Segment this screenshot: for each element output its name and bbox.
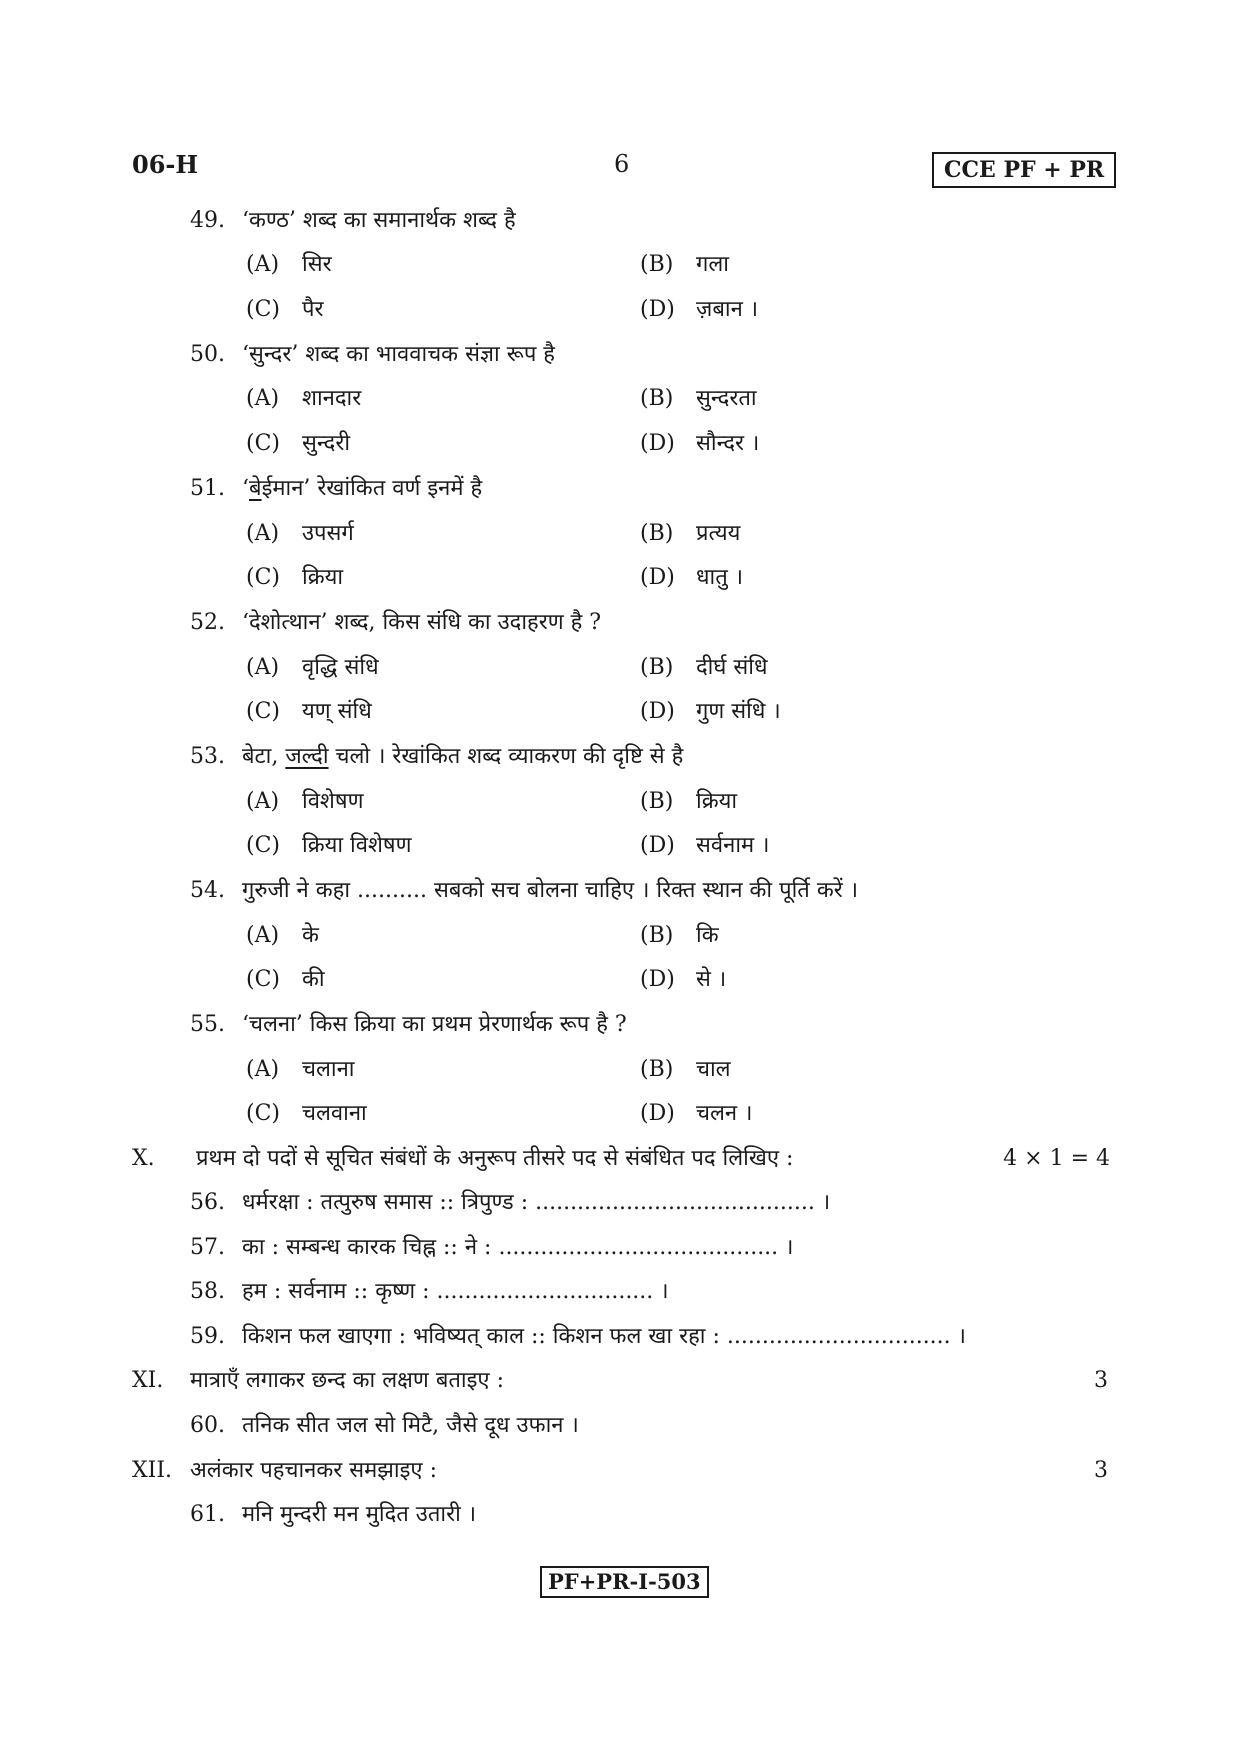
question-number: 49. [190,208,225,233]
section-xii-marks: 3 [1094,1458,1108,1483]
option-text: पैर [302,297,324,322]
option-label: (D) [640,297,675,322]
option-text: सौन्दर । [696,431,760,456]
option-text: के [302,923,319,948]
underlined-syllable: बे [249,476,262,501]
option-label: (D) [640,967,675,992]
option-text: सुन्दरता [696,386,757,411]
option-text: शानदार [302,386,362,411]
question-text: ‘देशोत्थान’ शब्द, किस संधि का उदाहरण है ? [242,610,602,635]
question-number: 53. [190,744,225,769]
option-text: क्रिया [302,565,344,590]
page-number: 6 [614,150,630,178]
option-a [246,653,379,683]
exam-code-box: CCE PF + PR [932,152,1116,188]
question-text: ‘कण्ठ’ शब्द का समानार्थक शब्द है [242,208,516,233]
question-60 [190,1411,579,1441]
question-text: तनिक सीत जल सो मिटै, जैसे दूध उफान । [242,1413,579,1438]
option-label: (B) [640,252,674,277]
option-label: (C) [246,1101,280,1126]
option-text: धातु । [696,565,744,590]
option-c [246,965,325,995]
question-56 [190,1188,830,1218]
question-57 [190,1233,794,1263]
option-text: चलवाना [302,1101,367,1126]
option-text: चाल [696,1057,731,1082]
footer-code-box: PF+PR-I-503 [540,1566,709,1598]
option-label: (A) [246,521,280,546]
option-label: (A) [246,1057,280,1082]
question-number: 56. [190,1190,225,1215]
paper-code: 06-H [132,150,199,179]
option-d [640,965,726,995]
option-text: क्रिया विशेषण [302,833,412,858]
option-label: (C) [246,699,280,724]
question-text-before: बेटा, [242,744,286,769]
option-text: गुण संधि । [696,699,781,724]
option-b [640,519,740,549]
option-d [640,429,759,459]
option-c [246,831,412,861]
section-xi-marks: 3 [1094,1368,1108,1393]
option-a [246,384,361,414]
option-label: (B) [640,1057,674,1082]
option-label: (A) [246,789,280,814]
option-text: सर्वनाम । [696,833,770,858]
option-label: (A) [246,252,280,277]
question-number: 58. [190,1279,225,1304]
question-number: 57. [190,1235,225,1260]
option-text: ज़बान । [696,297,759,322]
option-c [246,429,350,459]
option-label: (C) [246,565,280,590]
option-text: विशेषण [302,789,364,814]
option-label: (C) [246,833,280,858]
question-59 [190,1322,966,1352]
option-label: (D) [640,699,675,724]
option-text: चलाना [302,1057,355,1082]
question-58 [190,1277,669,1307]
option-label: (D) [640,1101,675,1126]
option-label: (C) [246,297,280,322]
option-label: (A) [246,386,280,411]
section-x-number: X. [132,1146,155,1171]
option-text: वृद्धि संधि [302,655,379,680]
question-text: का : सम्बन्ध कारक चिह्न :: ने : ........................................ । [242,1235,794,1260]
question-52 [190,608,601,638]
option-d [640,563,743,593]
section-xii-instruction: अलंकार पहचानकर समझाइए : [190,1458,437,1483]
question-61 [190,1500,476,1530]
option-label: (D) [640,431,675,456]
option-text: क्रिया [696,789,738,814]
section-xii-number: XII. [132,1458,173,1483]
option-text: की [302,967,325,992]
question-text-after: चलो । रेखांकित शब्द व्याकरण की दृष्टि से है [328,744,684,769]
question-text: ‘सुन्दर’ शब्द का भाववाचक संज्ञा रूप है [242,342,555,367]
option-c [246,563,343,593]
option-label: (B) [640,923,674,948]
option-label: (C) [246,967,280,992]
option-text: सिर [302,252,332,277]
question-53 [190,742,683,772]
option-d [640,831,770,861]
option-label: (A) [246,655,280,680]
option-text: चलन । [696,1101,753,1126]
question-number: 59. [190,1324,225,1349]
question-number: 52. [190,610,225,635]
question-55 [190,1010,627,1040]
section-x-marks: 4 × 1 = 4 [1003,1146,1110,1171]
option-a [246,1055,355,1085]
section-x-instruction: प्रथम दो पदों से सूचित संबंधों के अनुरूप तीसरे पद से संबंधित पद लिखिए : [196,1146,794,1171]
option-text: उपसर्ग [302,521,354,546]
option-b [640,250,729,280]
section-xi-instruction: मात्राएँ लगाकर छन्द का लक्षण बताइए : [190,1368,504,1393]
option-text: गला [696,252,730,277]
question-number: 50. [190,342,225,367]
option-label: (D) [640,565,675,590]
underlined-word: जल्दी [285,744,329,769]
option-text: प्रत्यय [696,521,741,546]
option-a [246,519,354,549]
question-text: मनि मुन्दरी मन मुदित उतारी । [242,1502,477,1527]
option-label: (B) [640,789,674,814]
question-text: किशन फल खाएगा : भविष्यत् काल :: किशन फल खा रहा : ................................ । [242,1324,966,1349]
option-c [246,295,324,325]
question-number: 54. [190,878,225,903]
question-50 [190,340,555,370]
question-number: 51. [190,476,225,501]
section-xi-number: XI. [132,1368,164,1393]
option-label: (B) [640,386,674,411]
option-text: कि [696,923,719,948]
option-a [246,921,319,951]
question-49 [190,206,516,236]
question-51 [190,474,482,504]
question-number: 60. [190,1413,225,1438]
option-text: यण् संधि [302,699,372,724]
question-number: 61. [190,1502,225,1527]
question-number: 55. [190,1012,225,1037]
option-label: (D) [640,833,675,858]
option-text: से । [696,967,727,992]
option-c [246,697,372,727]
option-text: सुन्दरी [302,431,351,456]
option-d [640,295,758,325]
option-label: (B) [640,521,674,546]
option-b [640,787,737,817]
option-a [246,787,364,817]
option-a [246,250,332,280]
option-label: (C) [246,431,280,456]
question-54 [190,876,858,906]
option-b [640,1055,731,1085]
option-c [246,1099,367,1129]
option-d [640,1099,752,1129]
option-label: (B) [640,655,674,680]
option-b [640,921,719,951]
question-text: हम : सर्वनाम :: कृष्ण : ............................... । [242,1279,669,1304]
question-text: गुरुजी ने कहा .......... सबको सच बोलना चाहिए । रिक्त स्थान की पूर्ति करें । [242,878,859,903]
question-text: ‘चलना’ किस क्रिया का प्रथम प्रेरणार्थक रूप है ? [242,1012,627,1037]
option-text: दीर्घ संधि [696,655,768,680]
option-label: (A) [246,923,280,948]
option-d [640,697,781,727]
question-text: धर्मरक्षा : तत्पुरुष समास :: त्रिपुण्ड : ........................................ । [242,1190,831,1215]
option-b [640,384,757,414]
quote-open: ‘ [242,476,249,501]
option-b [640,653,767,683]
question-text: ईमान’ रेखांकित वर्ण इनमें है [261,476,483,501]
